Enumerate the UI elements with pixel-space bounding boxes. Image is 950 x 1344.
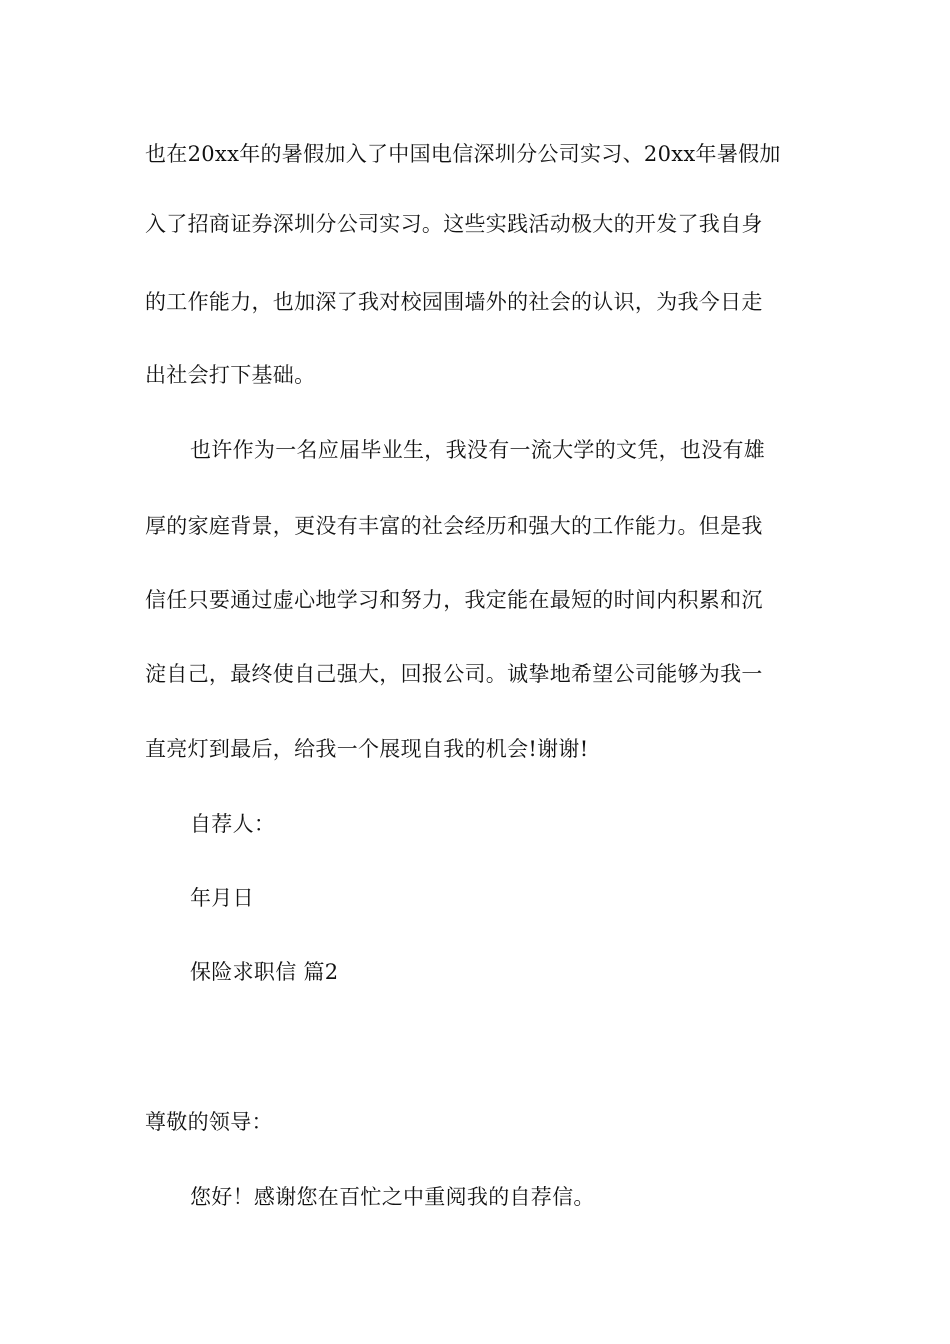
paragraph-1-line-3: 的工作能力，也加深了我对校园围墙外的社会的认识，为我今日走	[145, 290, 763, 314]
greeting: 您好！感谢您在百忙之中重阅我的自荐信。	[190, 1185, 595, 1209]
paragraph-2-line-1: 也许作为一名应届毕业生，我没有一流大学的文凭，也没有雄	[190, 438, 766, 462]
date-label: 年月日	[190, 886, 254, 910]
salutation: 尊敬的领导：	[145, 1110, 273, 1134]
paragraph-2-line-4: 淀自己，最终使自己强大，回报公司。诚挚地希望公司能够为我一	[145, 662, 763, 686]
paragraph-2-line-2: 厚的家庭背景，更没有丰富的社会经历和强大的工作能力。但是我	[145, 514, 763, 538]
signature-label: 自荐人：	[190, 812, 276, 836]
paragraph-1-line-2: 入了招商证券深圳分公司实习。这些实践活动极大的开发了我自身	[145, 212, 763, 236]
paragraph-1-line-4: 出社会打下基础。	[145, 363, 316, 387]
paragraph-1-line-1: 也在20xx年的暑假加入了中国电信深圳分公司实习、20xx年暑假加	[145, 142, 781, 166]
paragraph-2-line-3: 信任只要通过虚心地学习和努力，我定能在最短的时间内积累和沉	[145, 588, 763, 612]
paragraph-2-line-5: 直亮灯到最后，给我一个展现自我的机会!谢谢!	[145, 737, 589, 761]
section-title: 保险求职信 篇2	[190, 960, 339, 984]
